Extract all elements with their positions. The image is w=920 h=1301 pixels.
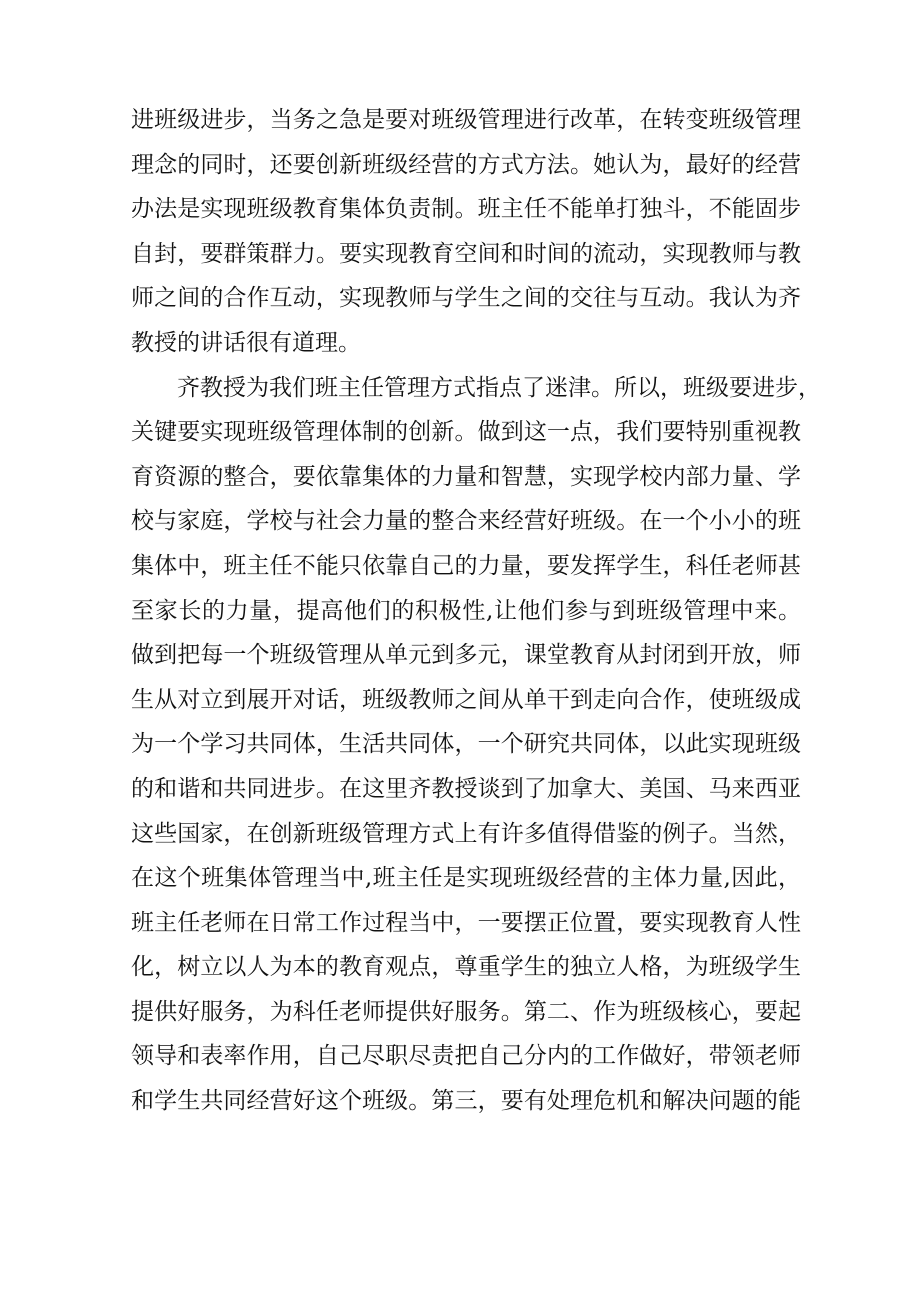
text-line: 关键要实现班级管理体制的创新。做到这一点，我们要特别重视教 [131, 419, 801, 446]
text-line: 齐教授为我们班主任管理方式指点了迷津。所以，班级要进步， [177, 374, 821, 401]
text-line: 化，树立以人为本的教育观点，尊重学生的独立人格，为班级学生 [131, 954, 801, 981]
text-line: 领导和表率作用，自己尽职尽责把自己分内的工作做好，带领老师 [131, 1043, 801, 1070]
text-line: 自封，要群策群力。要实现教育空间和时间的流动，实现教师与教 [131, 240, 801, 267]
paragraph-1 [131, 98, 801, 366]
text-line: 的和谐和共同进步。在这里齐教授谈到了加拿大、美国、马来西亚 [131, 775, 801, 802]
document-body [131, 98, 821, 1124]
text-line: 进班级进步，当务之急是要对班级管理进行改革，在转变班级管理 [131, 107, 801, 133]
text-line: 为一个学习共同体，生活共同体，一个研究共同体，以此实现班级 [131, 731, 801, 758]
text-line: 办法是实现班级教育集体负责制。班主任不能单打独斗，不能固步 [131, 196, 801, 223]
text-line: 至家长的力量，提高他们的积极性,让他们参与到班级管理中来。 [131, 597, 801, 624]
text-line: 教授的讲话很有道理。 [131, 329, 361, 356]
text-line: 和学生共同经营好这个班级。第三，要有处理危机和解决问题的能 [131, 1088, 801, 1115]
text-line: 在这个班集体管理当中,班主任是实现班级经营的主体力量,因此， [131, 865, 801, 892]
text-line: 生从对立到展开对话，班级教师之间从单干到走向合作，使班级成 [131, 686, 801, 713]
text-line: 师之间的合作互动，实现教师与学生之间的交往与互动。我认为齐 [131, 285, 801, 312]
text-line: 校与家庭，学校与社会力量的整合来经营好班级。在一个小小的班 [131, 508, 801, 535]
text-line: 育资源的整合，要依靠集体的力量和智慧，实现学校内部力量、学 [131, 463, 801, 490]
text-line: 做到把每一个班级管理从单元到多元，课堂教育从封闭到开放，师 [131, 642, 801, 669]
text-line: 理念的同时，还要创新班级经营的方式方法。她认为，最好的经营 [131, 151, 801, 178]
text-line: 集体中，班主任不能只依靠自己的力量，要发挥学生，科任老师甚 [131, 552, 801, 579]
text-line: 班主任老师在日常工作过程当中，一要摆正位置，要实现教育人性 [131, 909, 801, 936]
text-line: 这些国家，在创新班级管理方式上有许多值得借鉴的例子。当然， [131, 820, 801, 847]
paragraph-2 [131, 366, 821, 1124]
text-line: 提供好服务，为科任老师提供好服务。第二、作为班级核心，要起 [131, 998, 801, 1025]
